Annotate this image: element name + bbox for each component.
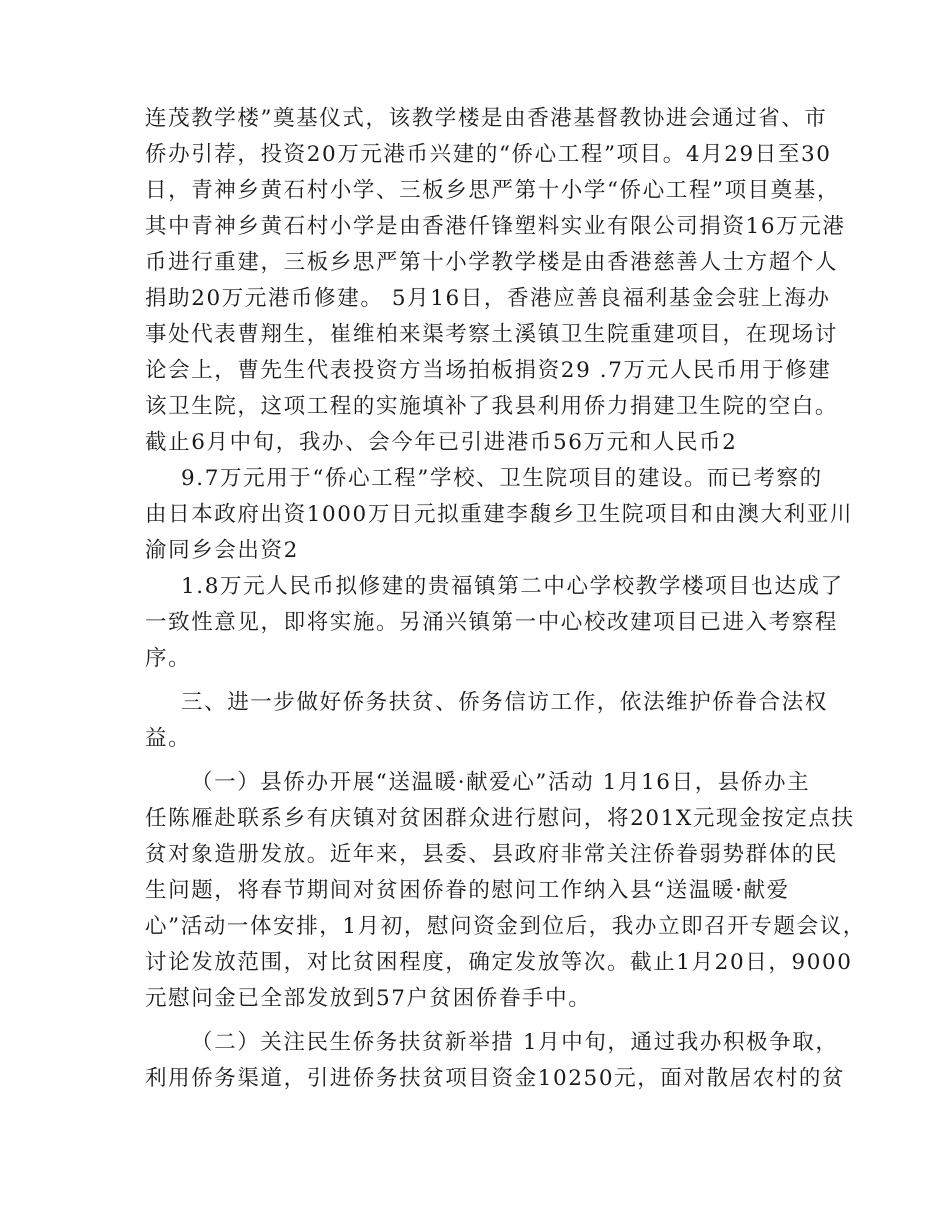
- text-line: 渝同乡会出资2: [145, 538, 299, 563]
- text-line: 一致性意见，即将实施。另涌兴镇第一中心校改建项目已进入考察程: [145, 610, 839, 635]
- text-line: 1.8万元人民币拟修建的贵福镇第二中心学校教学楼项目也达成了: [181, 574, 844, 599]
- text-line: 元慰问金已全部发放到57户贫困侨眷手中。: [145, 986, 592, 1011]
- text-line: 心”活动一体安排，1月初，慰问资金到位后，我办立即召开专题会议，: [145, 914, 866, 939]
- heading-line: 益。: [145, 726, 192, 751]
- paragraph-spacer: [145, 677, 825, 685]
- text-line: （一）县侨办开展“送温暖·献爱心”活动 1月16日，县侨办主: [191, 770, 811, 795]
- text-line: 任陈雁赴联系乡有庆镇对贫困群众进行慰问，将201X元现金按定点扶: [145, 806, 855, 831]
- text-line: 论会上，曹先生代表投资方当场拍板捐资29 .7万元人民币用于修建: [145, 358, 832, 383]
- text-line: 日，青神乡黄石村小学、三板乡思严第十小学“侨心工程”项目奠基，: [145, 178, 841, 203]
- text-line: 贫对象造册发放。近年来，县委、县政府非常关注侨眷弱势群体的民: [145, 842, 839, 867]
- paragraph-4: [145, 765, 866, 1017]
- paragraph-3: [145, 569, 844, 677]
- paragraph-spacer: [145, 1017, 825, 1025]
- text-line: 捐助20万元港币修建。 5月16日，香港应善良福利基金会驻上海办: [145, 286, 831, 311]
- text-line: 9.7万元用于“侨心工程”学校、卫生院项目的建设。而已考察的: [181, 466, 823, 491]
- text-line: 该卫生院，这项工程的实施填补了我县利用侨力捐建卫生院的空白。: [145, 394, 839, 419]
- paragraph-1: [145, 101, 846, 461]
- paragraph-2: [145, 461, 853, 569]
- text-line: 连茂教学楼”奠基仪式，该教学楼是由香港基督教协进会通过省、市: [145, 106, 828, 131]
- paragraph-5: [145, 1025, 846, 1097]
- text-line: 截止6月中旬，我办、会今年已引进港币56万元和人民币2: [145, 430, 738, 455]
- text-line: （二）关注民生侨务扶贫新举措 1月中旬，通过我办积极争取，: [191, 1030, 839, 1055]
- text-line: 由日本政府出资1000万日元拟重建李馥乡卫生院项目和由澳大利亚川: [145, 502, 853, 527]
- text-line: 币进行重建，三板乡思严第十小学教学楼是由香港慈善人士方超个人: [145, 250, 839, 275]
- heading-line: 三、进一步做好侨务扶贫、侨务信访工作，依法维护侨眷合法权: [181, 690, 828, 715]
- paragraph-spacer: [145, 757, 825, 765]
- section-heading: [145, 685, 828, 757]
- text-line: 其中青神乡黄石村小学是由香港仟锋塑料实业有限公司捐资16万元港: [145, 214, 846, 239]
- text-line: 序。: [145, 646, 192, 671]
- text-line: 讨论发放范围，对比贫困程度，确定发放等次。截止1月20日，9000: [145, 950, 853, 975]
- text-line: 利用侨务渠道，引进侨务扶贫项目资金10250元，面对散居农村的贫: [145, 1066, 846, 1091]
- text-line: 生问题，将春节期间对贫困侨眷的慰问工作纳入县“送温暖·献爱: [145, 878, 790, 903]
- text-line: 侨办引荐，投资20万元港币兴建的“侨心工程”项目。4月29日至30: [145, 142, 832, 167]
- document-body: [145, 101, 866, 1097]
- text-line: 事处代表曹翔生，崔维柏来渠考察土溪镇卫生院重建项目，在现场讨: [145, 322, 839, 347]
